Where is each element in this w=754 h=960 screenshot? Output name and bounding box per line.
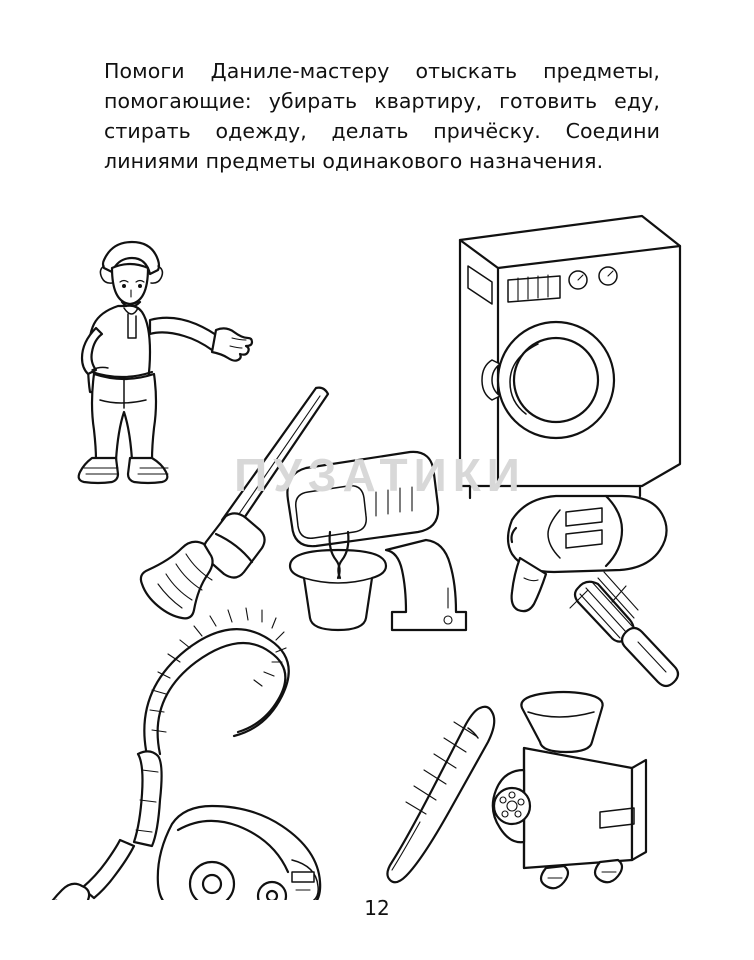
meat-grinder-figure	[493, 692, 646, 888]
master-character-figure	[79, 242, 252, 483]
hair-curling-brush-figure	[570, 572, 678, 686]
watermark-text: ПУЗАТИКИ	[234, 449, 526, 501]
washing-machine-figure	[460, 216, 680, 498]
instruction-text: Помоги Даниле-мастеру отыскать предметы, помогающие: убирать квартиру, готовить еду, стирать одежду, делать причёску. Соедини линиями предметы одинакового назначения.	[104, 59, 660, 173]
comb-figure	[387, 707, 494, 883]
illustration-area	[0, 210, 754, 900]
page-number: 12	[364, 896, 390, 920]
vacuum-cleaner-figure	[42, 608, 320, 900]
food-mixer-figure	[287, 452, 466, 630]
